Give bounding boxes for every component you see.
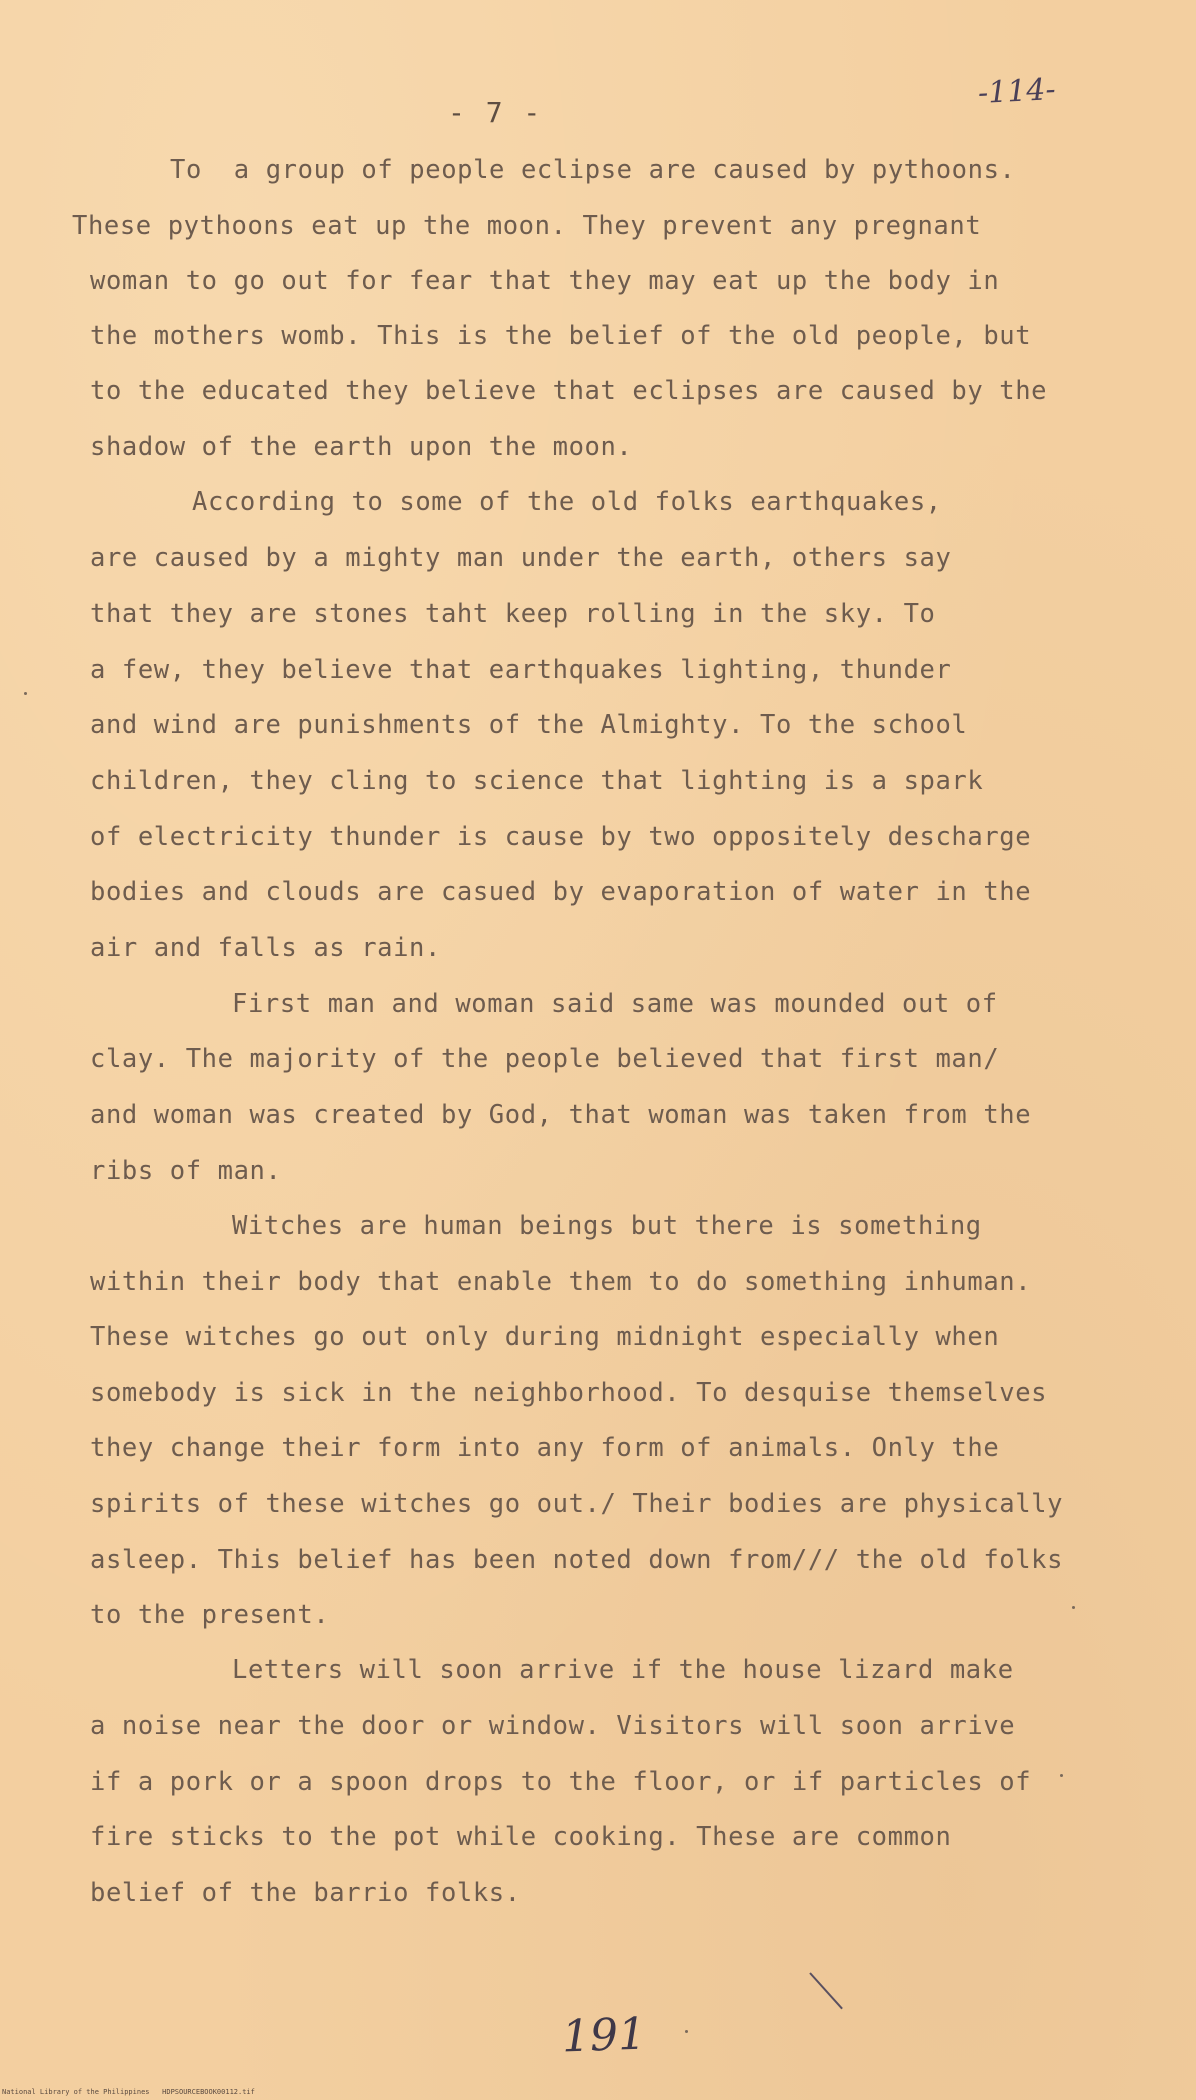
text-line: and woman was created by God, that woman was taken from the [90,1100,1032,1130]
text-line: These witches go out only during midnight especially when [90,1322,1000,1352]
text-line: children, they cling to science that lighting is a spark [90,766,984,796]
paper-speck [24,692,27,695]
text-line: ribs of man. [90,1156,282,1186]
text-line: spirits of these witches go out./ Their bodies are physically [90,1489,1064,1519]
text-line: Letters will soon arrive if the house lizard make [232,1655,1014,1685]
text-line: First man and woman said same was mounded out of [232,989,998,1019]
text-line: they change their form into any form of animals. Only the [90,1433,1000,1463]
text-line: fire sticks to the pot while cooking. These are common [90,1822,952,1852]
text-line: are caused by a mighty man under the earth, others say [90,543,952,573]
text-line: shadow of the earth upon the moon. [90,432,633,462]
text-line: of electricity thunder is cause by two oppositely descharge [90,822,1032,852]
text-line: within their body that enable them to do something inhuman. [90,1267,1032,1297]
text-line: air and falls as rain. [90,933,441,963]
page-number: - 7 - [448,96,543,129]
text-line: that they are stones taht keep rolling in the sky. To [90,599,936,629]
text-line: the mothers womb. This is the belief of the old people, but [90,321,1032,351]
text-line: to the educated they believe that eclipses are caused by the [90,376,1048,406]
text-line: a few, they believe that earthquakes lighting, thunder [90,655,952,685]
text-line: woman to go out for fear that they may eat up the body in [90,266,1000,296]
paper-speck [1060,1774,1063,1777]
handwritten-page-number: 191 [561,2008,647,2063]
text-line: According to some of the old folks earthquakes, [192,487,942,517]
archive-number: -114- [977,71,1057,112]
text-line: somebody is sick in the neighborhood. To desquise themselves [90,1378,1048,1408]
text-line: Witches are human beings but there is something [232,1211,982,1241]
text-line: and wind are punishments of the Almighty. To the school [90,710,968,740]
text-line: to the present. [90,1600,330,1630]
paper-speck [1072,1606,1075,1609]
text-line: clay. The majority of the people believed that first man/ [90,1044,1000,1074]
scan-source-label: National Library of the Philippines HDPSOURCEBOOK00112.tif [2,2088,255,2096]
text-line: These pythoons eat up the moon. They prevent any pregnant [72,211,982,241]
pen-stroke-mark [809,1972,843,2009]
text-line: To a group of people eclipse are caused by pythoons. [170,155,1016,185]
text-line: if a pork or a spoon drops to the floor, or if particles of [90,1767,1032,1797]
paper-speck [685,2030,688,2033]
text-line: bodies and clouds are casued by evaporation of water in the [90,877,1032,907]
text-line: a noise near the door or window. Visitors will soon arrive [90,1711,1016,1741]
text-line: belief of the barrio folks. [90,1878,521,1908]
text-line: asleep. This belief has been noted down from/// the old folks [90,1545,1064,1575]
